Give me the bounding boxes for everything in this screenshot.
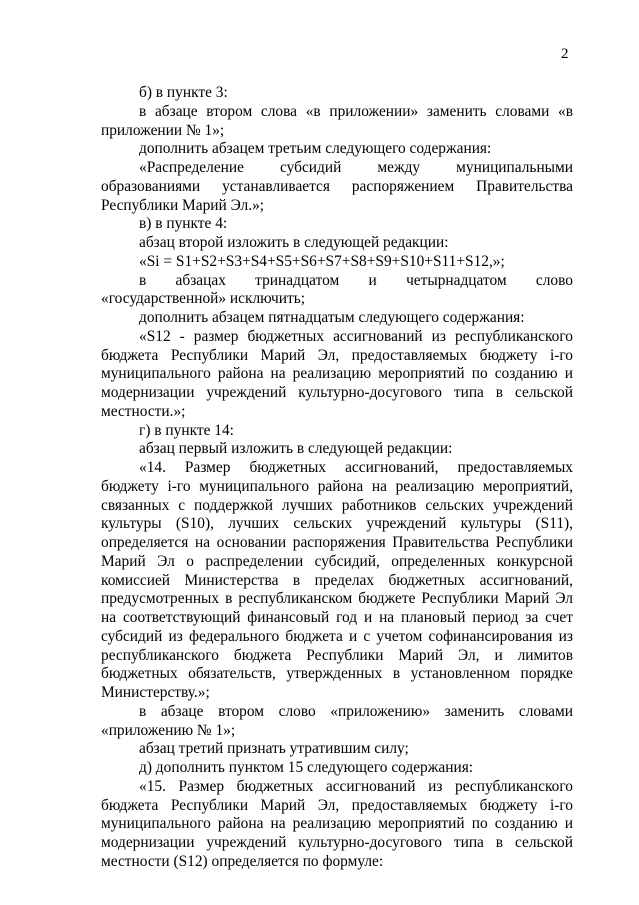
paragraph-quote-distribution: «Распределение субсидий между муниципальными образованиями устанавливается распоряжением Правительства Республики Марий Эл.»; — [101, 159, 573, 214]
paragraph-quote-15: «15. Размер бюджетных ассигнований из республиканского бюджета Республики Марий Эл, предоставляемых бюджету i-го муниципального района на реализацию мероприятий по созданию и модернизации учреждений культурно-досугового типа в сельской местности (S12) определяется по формуле: — [101, 777, 573, 870]
paragraph-add-third: дополнить абзацем третьим следующего содержания: — [139, 140, 492, 158]
paragraph-replace-words: в абзаце втором слова «в приложении» заменить словами «в приложении № 1»; — [101, 102, 573, 139]
paragraph-item-b-heading: б) в пункте 3: — [139, 84, 228, 101]
paragraph-second-edit: абзац второй изложить в следующей редакции: — [139, 234, 449, 251]
paragraph-formula-si: «Si = S1+S2+S3+S4+S5+S6+S7+S8+S9+S10+S11+S12,»; — [139, 252, 505, 270]
paragraph-first-edit: абзац первый изложить в следующей редакции: — [139, 440, 453, 458]
paragraph-third-void: абзац третий признать утратившим силу; — [139, 740, 409, 758]
paragraph-item-v-heading: в) в пункте 4: — [139, 215, 228, 233]
paragraph-quote-14: «14. Размер бюджетных ассигнований, предоставляемых бюджету i-го муниципального района на реализацию мероприятий, связанных с поддержкой лучших работников сельских учреждений культуры (S10), лучших сельских учреждений культуры (S11), определяется на основании распоряжения Правительства Республики Марий Эл о распределении субсидий, определенных конкурсной комиссией Министерства в пределах бюджетных ассигнований, предусмотренных в республиканском бюджете Республики Марий Эл на соответствующий финансовый год и на плановый период за счет субсидий из федерального бюджета и с учетом софинансирования из республиканского бюджета Республики Марий Эл, и лимитов бюджетных обязательств, утвержденных в установленном порядке Министерству.»; — [101, 459, 573, 701]
paragraph-item-g-heading: г) в пункте 14: — [139, 421, 234, 439]
paragraph-add-fifteenth: дополнить абзацем пятнадцатым следующего содержания: — [139, 309, 525, 326]
page-number: 2 — [561, 46, 569, 62]
paragraph-quote-s12: «S12 - размер бюджетных ассигнований из республиканского бюджета Республики Марий Эл, предоставляемых бюджету i-го муниципального района на реализацию мероприятий по созданию и модернизации учреждений культурно-досугового типа в сельской местности.»; — [101, 327, 573, 420]
document-body — [101, 84, 573, 872]
paragraph-item-d-heading: д) дополнить пунктом 15 следующего содержания: — [139, 759, 474, 776]
paragraph-replace-appendix: в абзаце втором слово «приложению» заменить словами «приложению № 1»; — [101, 702, 573, 739]
paragraph-exclude-word: в абзацах тринадцатом и четырнадцатом слово «государственной» исключить; — [101, 271, 573, 308]
